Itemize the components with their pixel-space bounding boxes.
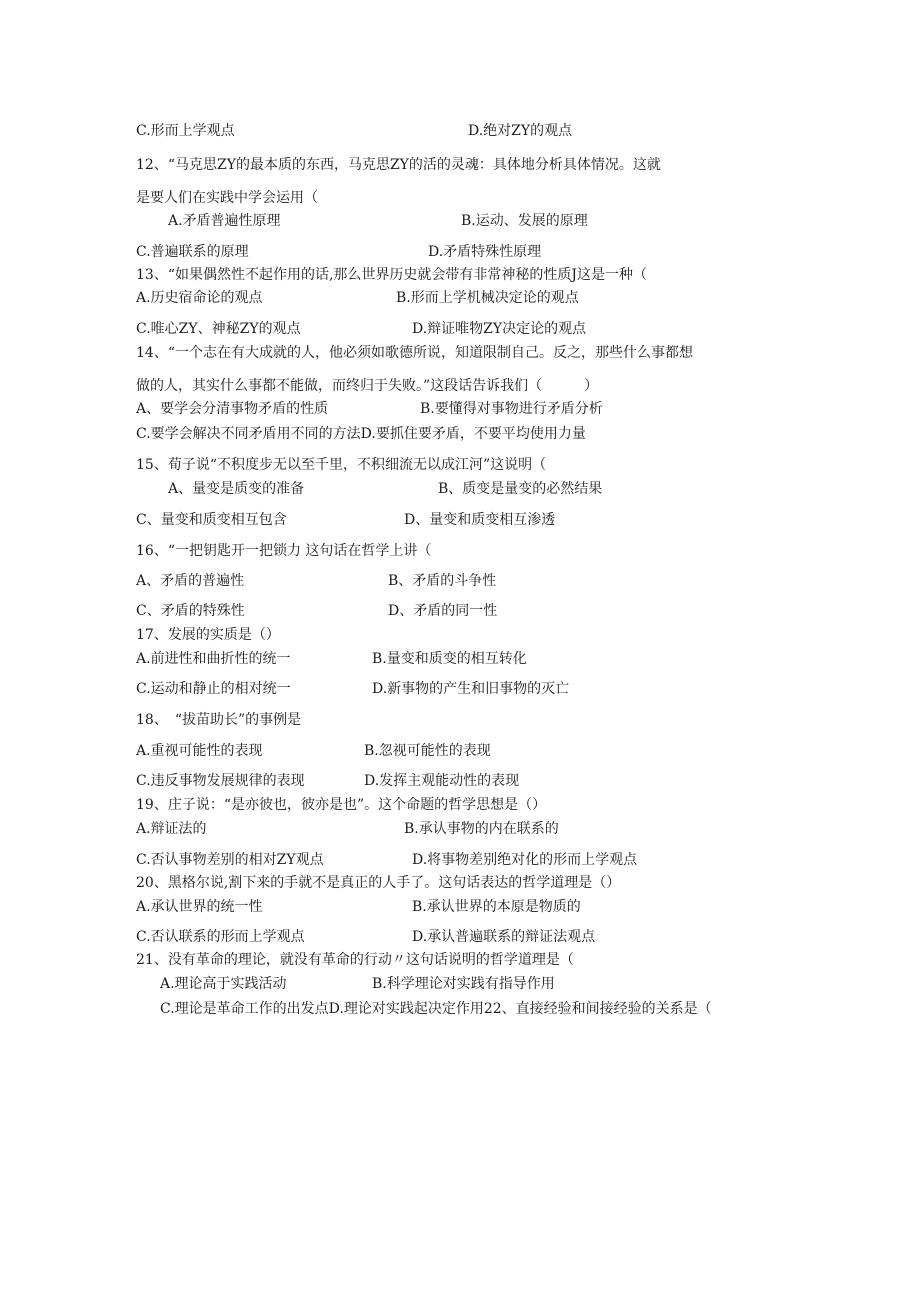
- option-c-q17: C.运动和静止的相对统一: [136, 681, 291, 697]
- question-15-stem: 15、荀子说“不积度步无以至千里，不积细流无以成江河”这说明（: [136, 457, 547, 473]
- question-21-stem: 21、没有革命的理论，就没有革命的行动〃这句话说明的哲学道理是（: [136, 952, 574, 968]
- option-c-q18: C.违反事物发展规律的表现: [136, 773, 305, 789]
- option-a-q16: A、矛盾的普遍性: [136, 573, 245, 589]
- option-a-q12: A.矛盾普遍性原理: [168, 213, 281, 229]
- option-d-q15: D、量变和质变相互渗透: [404, 512, 556, 528]
- option-b-q20: B.承认世界的本原是物质的: [412, 899, 581, 915]
- option-d-q13: D.辩证唯物ZY决定论的观点: [412, 321, 587, 337]
- option-c-q12: C.普遍联系的原理: [136, 244, 249, 260]
- option-d-q16: D、矛盾的同一性: [388, 603, 498, 619]
- question-18-stem: 18、 “拔苗助长”的事例是: [136, 712, 302, 728]
- option-c-d-q21-and-question-22: C.理论是革命工作的出发点D.理论对实践起决定作用22、直接经验和间接经验的关系是（: [160, 1001, 712, 1017]
- option-b-q17: B.量变和质变的相互转化: [372, 651, 527, 667]
- question-14-stem-cont: 做的人，其实什么事都不能做，而终归于失败。”这段话告诉我们（ ）: [136, 378, 599, 394]
- option-a-q18: A.重视可能性的表现: [136, 743, 263, 759]
- option-d-q18: D.发挥主观能动性的表现: [364, 773, 520, 789]
- question-20-stem: 20、黑格尔说,割下来的手就不是真正的人手了。这句话表达的哲学道理是（）: [136, 875, 621, 891]
- option-b-q13: B.形而上学机械决定论的观点: [396, 290, 579, 306]
- option-b-q12: B.运动、发展的原理: [461, 213, 588, 229]
- option-a-q20: A.承认世界的统一性: [136, 899, 263, 915]
- option-d-q12: D.矛盾特殊性原理: [428, 244, 542, 260]
- option-d-q17: D.新事物的产生和旧事物的灭亡: [372, 681, 570, 697]
- question-19-stem: 19、庄子说：“是亦彼也，彼亦是也”。这个命题的哲学思想是（）: [136, 797, 547, 813]
- option-b-q19: B.承认事物的内在联系的: [404, 821, 559, 837]
- option-b-q14: B.要懂得对事物进行矛盾分析: [420, 401, 603, 417]
- question-12-stem: 12、“马克思ZY的最本质的东西，马克思ZY的活的灵魂：具体地分析具体情况。这就: [136, 157, 661, 173]
- option-a-q19: A.辩证法的: [136, 821, 207, 837]
- option-b-q18: B.忽视可能性的表现: [364, 743, 491, 759]
- option-c-d-q14: C.要学会解决不同矛盾用不同的方法D.要抓住要矛盾，不要平均使用力量: [136, 426, 586, 442]
- question-12-stem-cont: 是要人们在实践中学会运用（: [136, 190, 318, 206]
- option-a-q13: A.历史宿命论的观点: [136, 290, 263, 306]
- option-c-q20: C.否认联系的形而上学观点: [136, 929, 305, 945]
- option-d-q20: D.承认普遍联系的辩证法观点: [412, 929, 596, 945]
- option-b-q16: B、矛盾的斗争性: [388, 573, 497, 589]
- option-a-q15: A、量变是质变的准备: [168, 481, 305, 497]
- option-a-q21: A.理论高于实践活动: [160, 976, 287, 992]
- option-d-q11: D.绝对ZY的观点: [468, 123, 573, 139]
- option-d-q19: D.将事物差别绝对化的形而上学观点: [412, 852, 638, 868]
- option-b-q15: B、质变是量变的必然结果: [438, 481, 603, 497]
- option-b-q21: B.科学理论对实践有指导作用: [372, 976, 555, 992]
- question-16-stem: 16、“一把钥匙开一把锁力 这句话在哲学上讲（: [136, 543, 432, 559]
- option-a-q17: A.前进性和曲折性的统一: [136, 651, 291, 667]
- option-c-q16: C、矛盾的特殊性: [136, 603, 245, 619]
- option-a-q14: A、要学会分清事物矛盾的性质: [136, 401, 329, 417]
- option-c-q19: C.否认事物差别的相对ZY观点: [136, 852, 324, 868]
- option-c-q15: C、量变和质变相互包含: [136, 512, 287, 528]
- option-c-q13: C.唯心ZY、神秘ZY的观点: [136, 321, 301, 337]
- question-17-stem: 17、发展的实质是（）: [136, 627, 280, 643]
- option-c-q11: C.形而上学观点: [136, 123, 235, 139]
- question-13-stem: 13、“如果偶然性不起作用的话,那么世界历史就会带有非常神秘的性质J这是一种（: [136, 267, 648, 283]
- question-14-stem: 14、“一个志在有大成就的人，他必须如歌德所说，知道限制自己。反之，那些什么事都想: [136, 345, 693, 361]
